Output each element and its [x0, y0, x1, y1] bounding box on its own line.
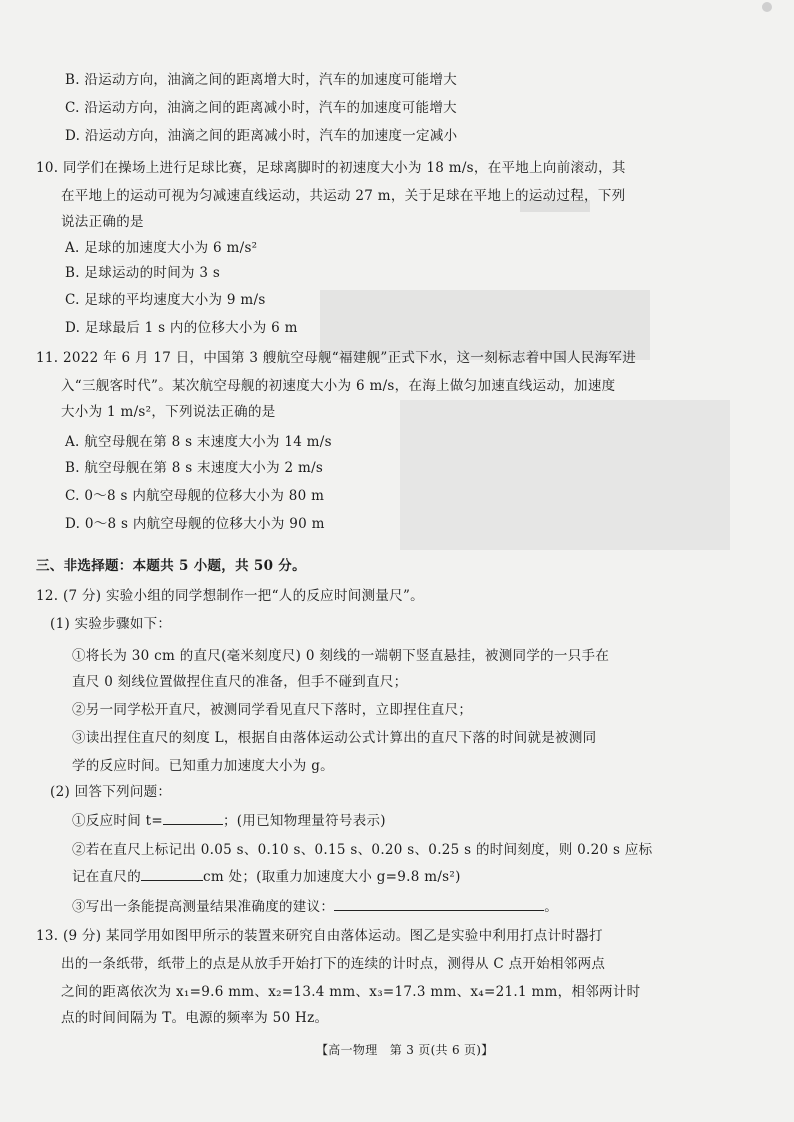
answer-blank[interactable]	[163, 810, 223, 825]
q11-option-b: B. 航空母舰在第 8 s 末速度大小为 2 m/s	[65, 460, 324, 476]
answer-blank[interactable]	[334, 896, 544, 911]
q10-stem-line1: 10. 同学们在操场上进行足球比赛，足球离脚时的初速度大小为 18 m/s，在平地上向前滚动，其	[36, 160, 626, 176]
q12-step1-line1: ①将长为 30 cm 的直尺(毫米刻度尺) 0 刻线的一端朝下竖直悬挂，被测同学的一只手在	[72, 648, 610, 664]
q12-answer3-suffix: 。	[544, 899, 559, 915]
q10-option-d: D. 足球最后 1 s 内的位移大小为 6 m	[65, 320, 298, 336]
q12-answer2-prefix: 记在直尺的	[72, 869, 141, 885]
q12-answer2-line2	[72, 866, 461, 887]
q12-answer1-prefix: ①反应时间 t=	[72, 813, 163, 829]
q12-answer3	[72, 896, 558, 917]
q9-option-b: B. 沿运动方向，油滴之间的距离增大时，汽车的加速度可能增大	[65, 72, 458, 88]
q12-step3-line2: 学的反应时间。已知重力加速度大小为 g。	[72, 758, 334, 774]
q12-step3-line1: ③读出捏住直尺的刻度 L，根据自由落体运动公式计算出的直尺下落的时间就是被测同	[72, 730, 597, 746]
q12-part1-heading: (1) 实验步骤如下：	[50, 616, 172, 632]
answer-blank[interactable]	[141, 866, 203, 881]
q10-stem-line2: 在平地上的运动可视为匀减速直线运动，共运动 27 m，关于足球在平地上的运动过程，下列	[61, 188, 626, 204]
q12-answer1	[72, 810, 386, 831]
q10-option-c: C. 足球的平均速度大小为 9 m/s	[65, 292, 266, 308]
q12-answer3-prefix: ③写出一条能提高测量结果准确度的建议：	[72, 899, 335, 915]
q11-option-c: C. 0～8 s 内航空母舰的位移大小为 80 m	[65, 488, 325, 504]
scan-corner-mark	[762, 2, 772, 12]
q9-option-d: D. 沿运动方向，油滴之间的距离减小时，汽车的加速度一定减小	[65, 128, 458, 144]
q12-answer1-suffix: ；(用已知物理量符号表示)	[222, 813, 386, 829]
page-footer: 【高一物理 第 3 页(共 6 页)】	[316, 1043, 494, 1057]
q11-stem-line2: 入“三舰客时代”。某次航空母舰的初速度大小为 6 m/s，在海上做匀加速直线运动，加速度	[61, 378, 616, 394]
q13-stem-line1: 13. (9 分) 某同学用如图甲所示的装置来研究自由落体运动。图乙是实验中利用打点计时器打	[36, 928, 603, 944]
q13-stem-line4: 点的时间间隔为 T。电源的频率为 50 Hz。	[61, 1010, 329, 1026]
q13-stem-line2: 出的一条纸带，纸带上的点是从放手开始打下的连续的计时点，测得从 C 点开始相邻两点	[61, 956, 606, 972]
q12-step1-line2: 直尺 0 刻线位置做捏住直尺的准备，但手不碰到直尺；	[72, 674, 408, 690]
q12-answer2-line1: ②若在直尺上标记出 0.05 s、0.10 s、0.15 s、0.20 s、0.25 s 的时间刻度，则 0.20 s 应标	[72, 842, 653, 858]
q11-option-a: A. 航空母舰在第 8 s 末速度大小为 14 m/s	[65, 434, 332, 450]
section-heading-nonchoice: 三、非选择题：本题共 5 小题，共 50 分。	[36, 558, 306, 574]
q10-option-b: B. 足球运动的时间为 3 s	[65, 265, 221, 281]
q9-option-c: C. 沿运动方向，油滴之间的距离减小时，汽车的加速度可能增大	[65, 100, 457, 116]
q13-stem-line3: 之间的距离依次为 x₁=9.6 mm、x₂=13.4 mm、x₃=17.3 mm、x₄=21.1 mm，相邻两计时	[61, 984, 641, 1000]
q12-step2: ②另一同学松开直尺，被测同学看见直尺下落时，立即捏住直尺；	[72, 702, 473, 718]
q12-title: 12. (7 分) 实验小组的同学想制作一把“人的反应时间测量尺”。	[36, 588, 424, 604]
q11-option-d: D. 0～8 s 内航空母舰的位移大小为 90 m	[65, 516, 325, 532]
q11-stem-line1: 11. 2022 年 6 月 17 日，中国第 3 艘航空母舰“福建舰”正式下水，这一刻标志着中国人民海军进	[36, 350, 637, 366]
q12-part2-heading: (2) 回答下列问题：	[50, 784, 172, 800]
q10-option-a: A. 足球的加速度大小为 6 m/s²	[65, 240, 258, 256]
q12-answer2-suffix: cm 处；(取重力加速度大小 g=9.8 m/s²)	[203, 869, 461, 885]
q10-stem-line3: 说法正确的是	[61, 214, 144, 230]
q11-stem-line3: 大小为 1 m/s²，下列说法正确的是	[61, 404, 276, 420]
bleed-through-smudge	[400, 400, 730, 550]
